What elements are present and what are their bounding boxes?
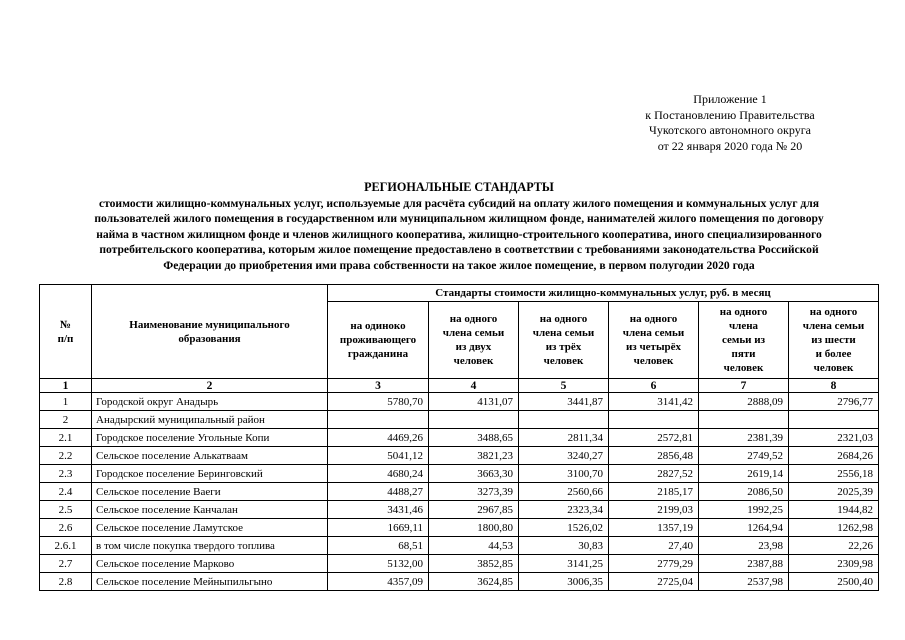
row-number: 2.6.1 [40, 537, 92, 555]
standard-value: 1669,11 [328, 519, 429, 537]
standard-value: 2323,34 [519, 501, 609, 519]
document-title [40, 180, 878, 274]
standard-value: 1357,19 [609, 519, 699, 537]
table-row [40, 573, 879, 591]
appendix-header [600, 92, 860, 154]
header-standards-group: Стандарты стоимости жилищно-коммунальных услуг, руб. в месяц [328, 285, 879, 302]
standard-value: 2387,88 [699, 555, 789, 573]
standard-value [429, 411, 519, 429]
standard-value: 23,98 [699, 537, 789, 555]
table-row [40, 465, 879, 483]
standard-value: 1526,02 [519, 519, 609, 537]
municipality-name: Сельское поселение Ламутское [92, 519, 328, 537]
standard-value: 1800,80 [429, 519, 519, 537]
standard-value: 2556,18 [789, 465, 879, 483]
standard-value: 3663,30 [429, 465, 519, 483]
standard-value: 2199,03 [609, 501, 699, 519]
standard-value: 2796,77 [789, 393, 879, 411]
column-number: 7 [699, 379, 789, 393]
title-line-5: Федерации до приобретения ими права собственности на такое жилое помещение, в первом полугодии 2020 года [163, 258, 755, 272]
standards-table [39, 284, 879, 591]
standard-value: 2856,48 [609, 447, 699, 465]
municipality-name: Анадырский муниципальный район [92, 411, 328, 429]
standard-value: 3240,27 [519, 447, 609, 465]
standard-value: 1264,94 [699, 519, 789, 537]
header-col-3: на одиноко проживающего гражданина [328, 302, 429, 379]
standard-value: 22,26 [789, 537, 879, 555]
row-number: 2.1 [40, 429, 92, 447]
standard-value [699, 411, 789, 429]
column-number: 3 [328, 379, 429, 393]
standard-value: 2560,66 [519, 483, 609, 501]
row-number: 2.8 [40, 573, 92, 591]
row-number: 2.5 [40, 501, 92, 519]
header-col-8: на одного члена семьи из шести и более человек [789, 302, 879, 379]
standard-value: 2381,39 [699, 429, 789, 447]
standard-value: 4469,26 [328, 429, 429, 447]
municipality-name: Городское поселение Беринговский [92, 465, 328, 483]
standard-value: 3441,87 [519, 393, 609, 411]
column-number: 1 [40, 379, 92, 393]
standard-value: 2321,03 [789, 429, 879, 447]
column-number: 5 [519, 379, 609, 393]
municipality-name: Сельское поселение Марково [92, 555, 328, 573]
standard-value: 2827,52 [609, 465, 699, 483]
standard-value [789, 411, 879, 429]
standard-value: 44,53 [429, 537, 519, 555]
standard-value: 2967,85 [429, 501, 519, 519]
standard-value: 3852,85 [429, 555, 519, 573]
appendix-line-4: от 22 января 2020 года № 20 [657, 138, 803, 153]
table-row [40, 501, 879, 519]
header-col-4: на одного члена семьи из двух человек [429, 302, 519, 379]
table-row [40, 483, 879, 501]
title-main: РЕГИОНАЛЬНЫЕ СТАНДАРТЫ [364, 180, 554, 194]
standard-value: 2725,04 [609, 573, 699, 591]
standard-value: 68,51 [328, 537, 429, 555]
standard-value: 3624,85 [429, 573, 519, 591]
standard-value: 2086,50 [699, 483, 789, 501]
standard-value: 5132,00 [328, 555, 429, 573]
standard-value: 2025,39 [789, 483, 879, 501]
standard-value: 1992,25 [699, 501, 789, 519]
standard-value: 3273,39 [429, 483, 519, 501]
municipality-name: Сельское поселение Мейныпильгыно [92, 573, 328, 591]
header-municipality: Наименование муниципального образования [92, 285, 328, 379]
standard-value: 4488,27 [328, 483, 429, 501]
municipality-name: Городской округ Анадырь [92, 393, 328, 411]
row-number: 2 [40, 411, 92, 429]
row-number: 1 [40, 393, 92, 411]
standard-value: 2749,52 [699, 447, 789, 465]
column-number: 2 [92, 379, 328, 393]
column-number: 6 [609, 379, 699, 393]
standard-value: 2811,34 [519, 429, 609, 447]
table-row [40, 429, 879, 447]
municipality-name: Сельское поселение Канчалан [92, 501, 328, 519]
standard-value: 4357,09 [328, 573, 429, 591]
table-row [40, 555, 879, 573]
header-col-6: на одного члена семьи из четырёх человек [609, 302, 699, 379]
row-number: 2.7 [40, 555, 92, 573]
standard-value: 1262,98 [789, 519, 879, 537]
header-col-7: на одного члена семьи из пяти человек [699, 302, 789, 379]
row-number: 2.6 [40, 519, 92, 537]
standard-value [519, 411, 609, 429]
standard-value: 3488,65 [429, 429, 519, 447]
column-number: 8 [789, 379, 879, 393]
appendix-line-2: к Постановлению Правительства [645, 107, 815, 122]
standard-value: 2572,81 [609, 429, 699, 447]
row-number: 2.4 [40, 483, 92, 501]
standard-value: 27,40 [609, 537, 699, 555]
title-line-4: потребительского кооператива, которым жилое помещение предоставлено в соответствии с требованиями законодательства Российской [99, 243, 819, 257]
appendix-line-3: Чукотского автономного округа [649, 123, 811, 137]
standard-value: 4131,07 [429, 393, 519, 411]
standard-value: 2309,98 [789, 555, 879, 573]
table-row [40, 393, 879, 411]
standard-value: 2500,40 [789, 573, 879, 591]
row-number: 2.2 [40, 447, 92, 465]
standard-value [609, 411, 699, 429]
municipality-name: Городское поселение Угольные Копи [92, 429, 328, 447]
table-row [40, 537, 879, 555]
title-line-2: пользователей жилого помещения в государственном или муниципальном жилищном фонде, нанимателей жилого помещения по договору [94, 212, 824, 226]
standard-value: 3141,42 [609, 393, 699, 411]
standard-value: 2619,14 [699, 465, 789, 483]
standard-value: 2779,29 [609, 555, 699, 573]
standard-value: 3006,35 [519, 573, 609, 591]
standard-value: 2185,17 [609, 483, 699, 501]
title-line-1: стоимости жилищно-коммунальных услуг, используемые для расчёта субсидий на оплату жилого помещения и коммунальных услуг для [98, 196, 820, 210]
standard-value [328, 411, 429, 429]
municipality-name: Сельское поселение Алькатваам [92, 447, 328, 465]
title-line-3: найма в частном жилищном фонде и членов жилищного кооператива, жилищно-строительного кооператива, иного специализированного [96, 227, 822, 241]
standard-value: 3141,25 [519, 555, 609, 573]
table-row [40, 411, 879, 429]
table-row [40, 519, 879, 537]
standard-value: 2888,09 [699, 393, 789, 411]
header-col-5: на одного члена семьи из трёх человек [519, 302, 609, 379]
standard-value: 2684,26 [789, 447, 879, 465]
municipality-name: Сельское поселение Ваеги [92, 483, 328, 501]
standard-value: 5041,12 [328, 447, 429, 465]
standard-value: 3431,46 [328, 501, 429, 519]
standard-value: 2537,98 [699, 573, 789, 591]
standard-value: 4680,24 [328, 465, 429, 483]
municipality-name: в том числе покупка твердого топлива [92, 537, 328, 555]
row-number: 2.3 [40, 465, 92, 483]
standard-value: 3100,70 [519, 465, 609, 483]
standard-value: 5780,70 [328, 393, 429, 411]
standard-value: 1944,82 [789, 501, 879, 519]
appendix-line-1: Приложение 1 [693, 92, 767, 106]
standard-value: 3821,23 [429, 447, 519, 465]
table-row [40, 447, 879, 465]
column-number: 4 [429, 379, 519, 393]
standard-value: 30,83 [519, 537, 609, 555]
header-number: № п/п [40, 285, 92, 379]
